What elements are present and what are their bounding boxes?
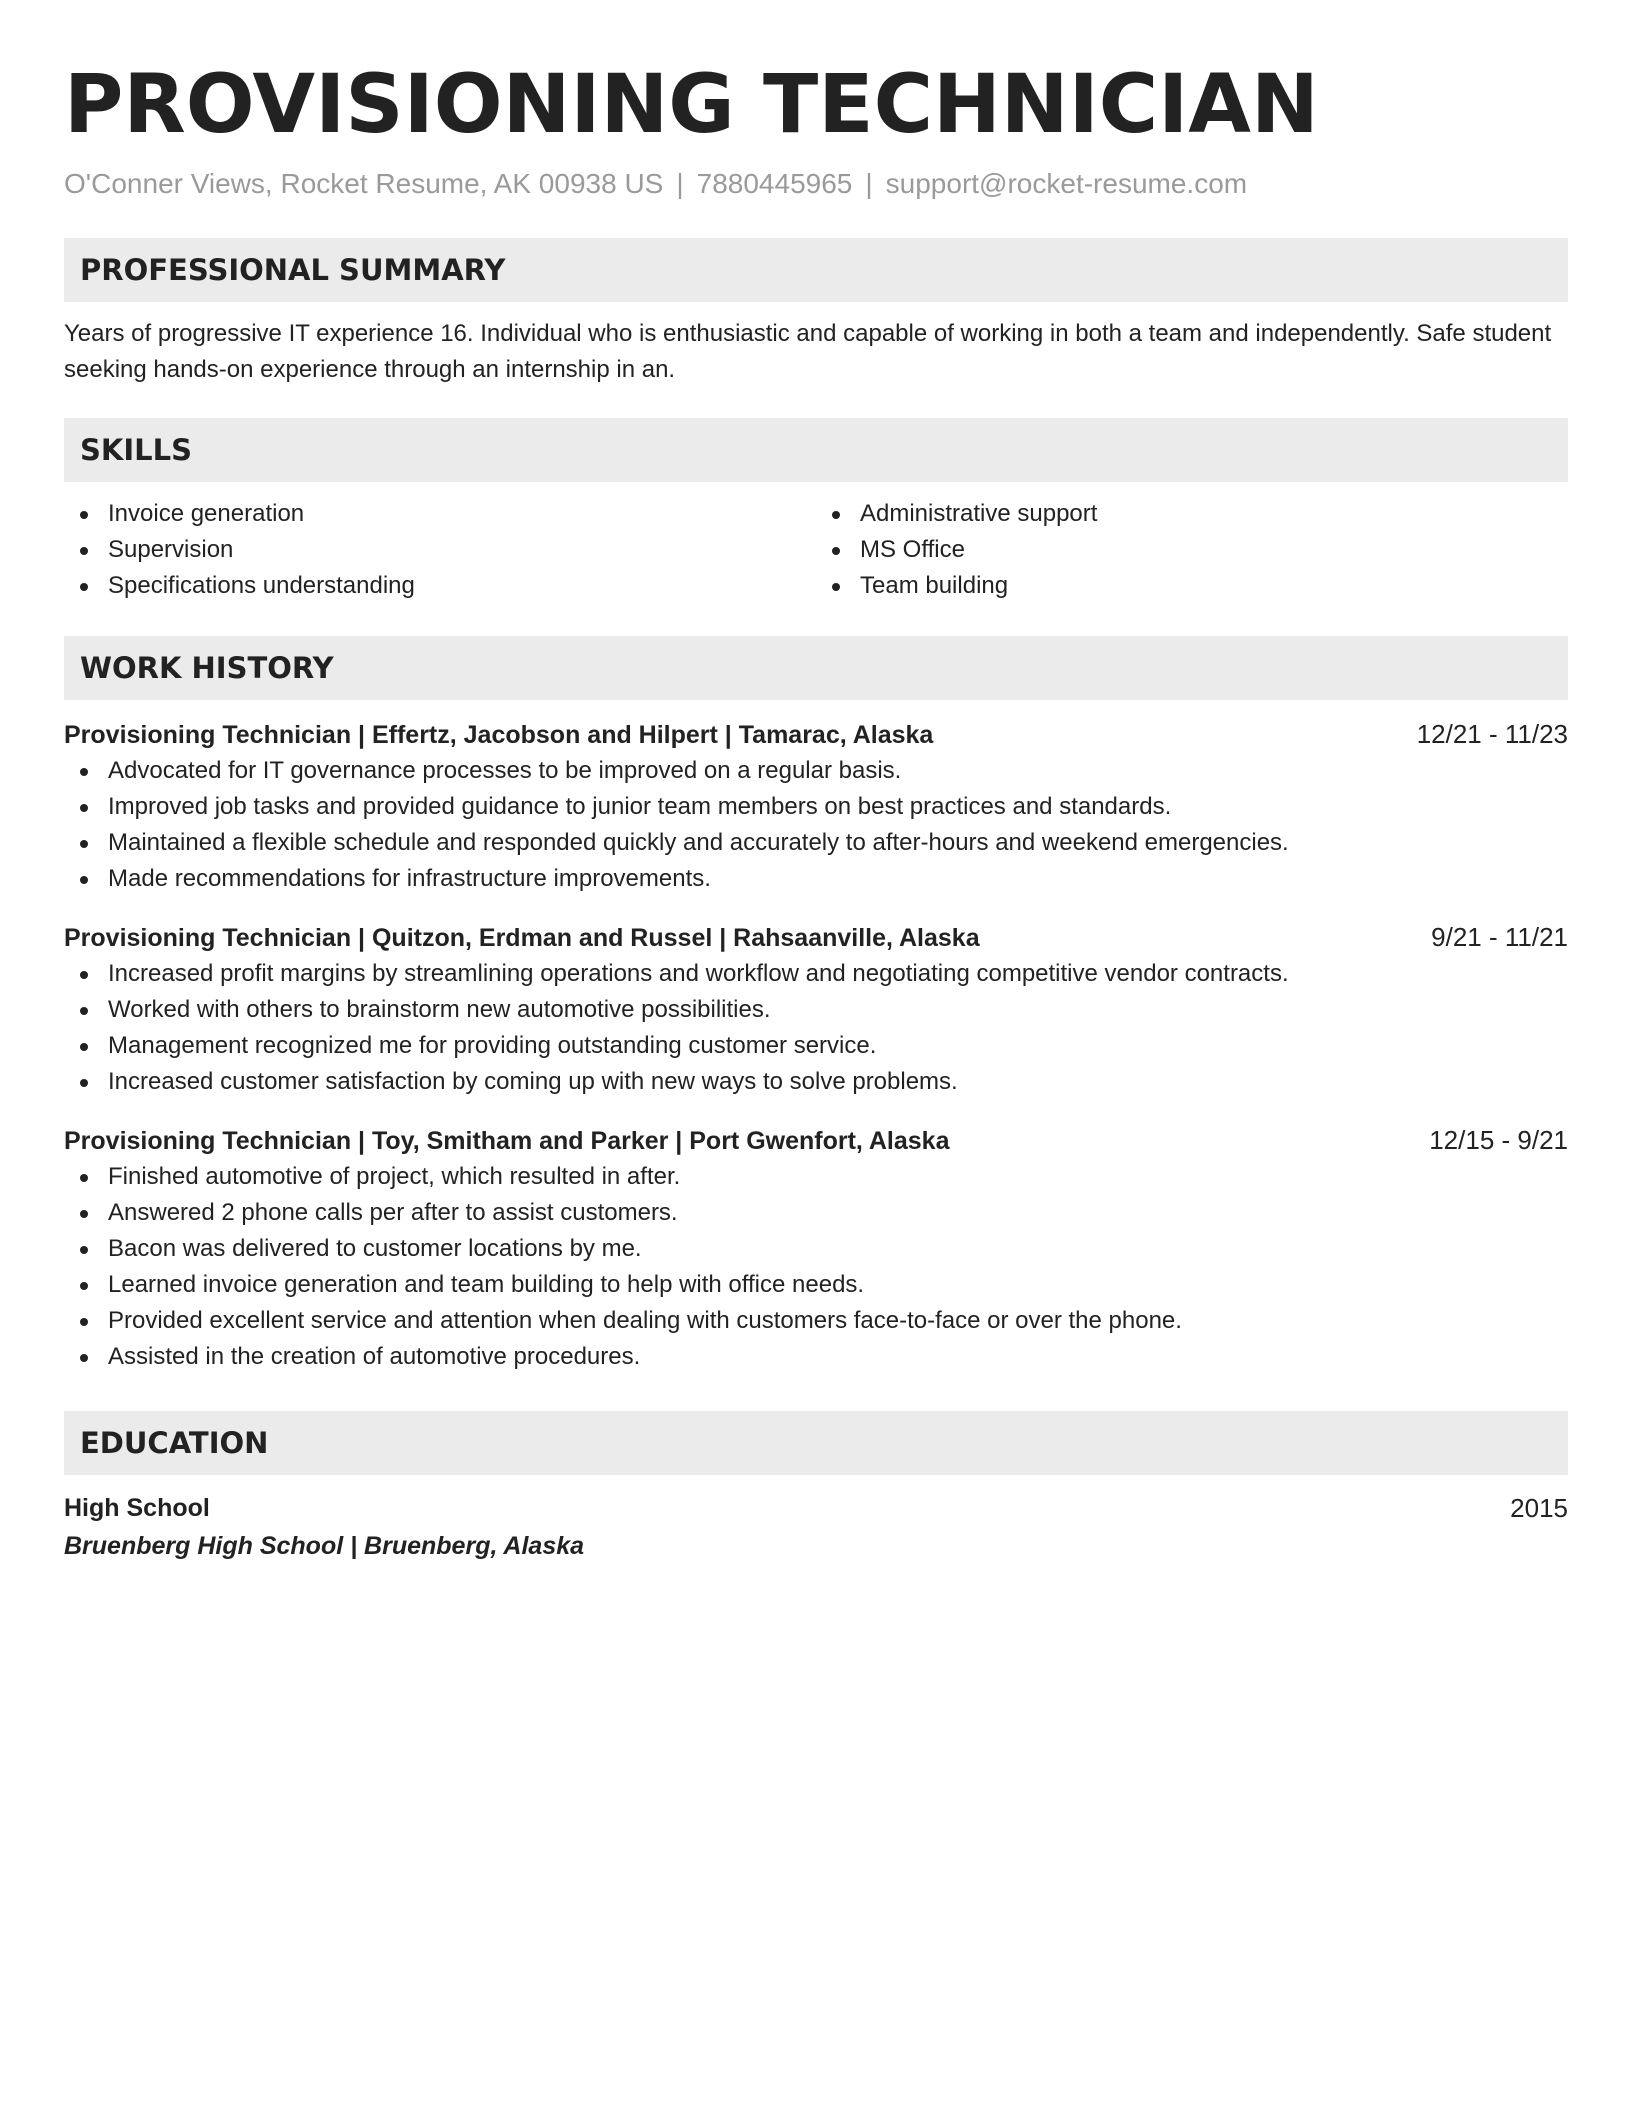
list-item [64, 956, 1568, 992]
bullet-icon [80, 1079, 88, 1087]
job-header [64, 919, 1568, 956]
bullet-text: Answered 2 phone calls per after to assist customers. [108, 1199, 678, 1226]
list-item [64, 825, 1568, 861]
contact-separator: | [865, 168, 873, 199]
bullet-icon [80, 971, 88, 979]
bullet-text: Worked with others to brainstorm new automotive possibilities. [108, 996, 771, 1023]
bullet-icon [80, 1043, 88, 1051]
skill-item [816, 496, 1568, 532]
bullet-text: Increased profit margins by streamlining operations and workflow and negotiating competitive vendor contracts. [108, 960, 1289, 987]
list-item [64, 1231, 1568, 1267]
list-item [64, 861, 1568, 897]
job-title: Provisioning Technician | Effertz, Jacobson and Hilpert | Tamarac, Alaska [64, 721, 934, 749]
contact-email: support@rocket-resume.com [885, 168, 1248, 199]
job-header [64, 1122, 1568, 1159]
skill-label: MS Office [860, 536, 965, 563]
list-item [64, 1064, 1568, 1100]
bullet-icon [80, 840, 88, 848]
job-title: Provisioning Technician | Quitzon, Erdman and Russel | Rahsaanville, Alaska [64, 924, 980, 952]
work-history-heading: WORK HISTORY [64, 636, 1568, 700]
bullet-icon [80, 547, 88, 555]
bullet-icon [80, 1282, 88, 1290]
skill-label: Team building [860, 572, 1009, 599]
education-degree: High School [64, 1494, 210, 1522]
list-item [64, 1339, 1568, 1375]
skill-label: Administrative support [860, 500, 1098, 527]
bullet-text: Assisted in the creation of automotive procedures. [108, 1343, 641, 1370]
bullet-text: Management recognized me for providing outstanding customer service. [108, 1032, 877, 1059]
summary-text: Years of progressive IT experience 16. Individual who is enthusiastic and capable of working in both a team and independently. Safe student seeking hands-on experience through an internship in an. [64, 320, 1552, 383]
bullet-text: Provided excellent service and attention when dealing with customers face-to-face or over the phone. [108, 1307, 1182, 1334]
skills-column-right [816, 496, 1568, 604]
job-bullets [64, 1159, 1568, 1375]
skill-label: Specifications understanding [108, 572, 415, 599]
skill-item [64, 532, 816, 568]
bullet-icon [80, 1007, 88, 1015]
job-header [64, 716, 1568, 753]
education-header [64, 1489, 1568, 1527]
skill-item [816, 568, 1568, 604]
list-item [64, 753, 1568, 789]
bullet-text: Advocated for IT governance processes to be improved on a regular basis. [108, 757, 902, 784]
list-item [64, 992, 1568, 1028]
bullet-text: Increased customer satisfaction by coming up with new ways to solve problems. [108, 1068, 958, 1095]
bullet-icon [80, 1210, 88, 1218]
bullet-icon [80, 1246, 88, 1254]
job-bullets [64, 753, 1568, 897]
bullet-icon [832, 547, 840, 555]
job-entry [64, 716, 1568, 897]
job-bullets [64, 956, 1568, 1100]
bullet-text: Improved job tasks and provided guidance to junior team members on best practices and standards. [108, 793, 1172, 820]
bullet-icon [80, 583, 88, 591]
job-dates: 12/21 - 11/23 [1416, 719, 1568, 749]
contact-line [64, 166, 1568, 202]
education-heading: EDUCATION [64, 1411, 1568, 1475]
bullet-text: Bacon was delivered to customer locations by me. [108, 1235, 642, 1262]
education-year: 2015 [1510, 1493, 1568, 1523]
bullet-text: Maintained a flexible schedule and responded quickly and accurately to after-hours and weekend emergencies. [108, 829, 1289, 856]
skill-label: Invoice generation [108, 500, 305, 527]
skills-column-left [64, 496, 816, 604]
job-dates: 9/21 - 11/21 [1431, 922, 1568, 952]
bullet-icon [832, 511, 840, 519]
job-dates: 12/15 - 9/21 [1429, 1125, 1568, 1155]
job-entry [64, 1122, 1568, 1375]
bullet-icon [80, 511, 88, 519]
skill-item [816, 532, 1568, 568]
skills-heading: SKILLS [64, 418, 1568, 482]
skill-label: Supervision [108, 536, 234, 563]
bullet-text: Learned invoice generation and team building to help with office needs. [108, 1271, 865, 1298]
bullet-icon [80, 804, 88, 812]
job-entry [64, 919, 1568, 1100]
list-item [64, 1159, 1568, 1195]
list-item [64, 1267, 1568, 1303]
bullet-icon [80, 1318, 88, 1326]
list-item [64, 1028, 1568, 1064]
bullet-text: Finished automotive of project, which resulted in after. [108, 1163, 681, 1190]
contact-phone: 7880445965 [696, 168, 853, 199]
bullet-icon [80, 1174, 88, 1182]
bullet-text: Made recommendations for infrastructure improvements. [108, 865, 711, 892]
bullet-icon [80, 768, 88, 776]
list-item [64, 1303, 1568, 1339]
job-title: Provisioning Technician | Toy, Smitham and Parker | Port Gwenfort, Alaska [64, 1127, 950, 1155]
education-entry [64, 1489, 1568, 1565]
bullet-icon [80, 876, 88, 884]
candidate-name: PROVISIONING TECHNICIAN [64, 58, 1319, 152]
education-school: Bruenberg High School | Bruenberg, Alaska [64, 1532, 585, 1560]
bullet-icon [832, 583, 840, 591]
skill-item [64, 568, 816, 604]
skills-list [64, 496, 1568, 604]
summary-heading: PROFESSIONAL SUMMARY [64, 238, 1568, 302]
bullet-icon [80, 1354, 88, 1362]
list-item [64, 789, 1568, 825]
contact-address: O'Conner Views, Rocket Resume, AK 00938 US [64, 168, 664, 199]
skill-item [64, 496, 816, 532]
contact-separator: | [676, 168, 684, 199]
list-item [64, 1195, 1568, 1231]
